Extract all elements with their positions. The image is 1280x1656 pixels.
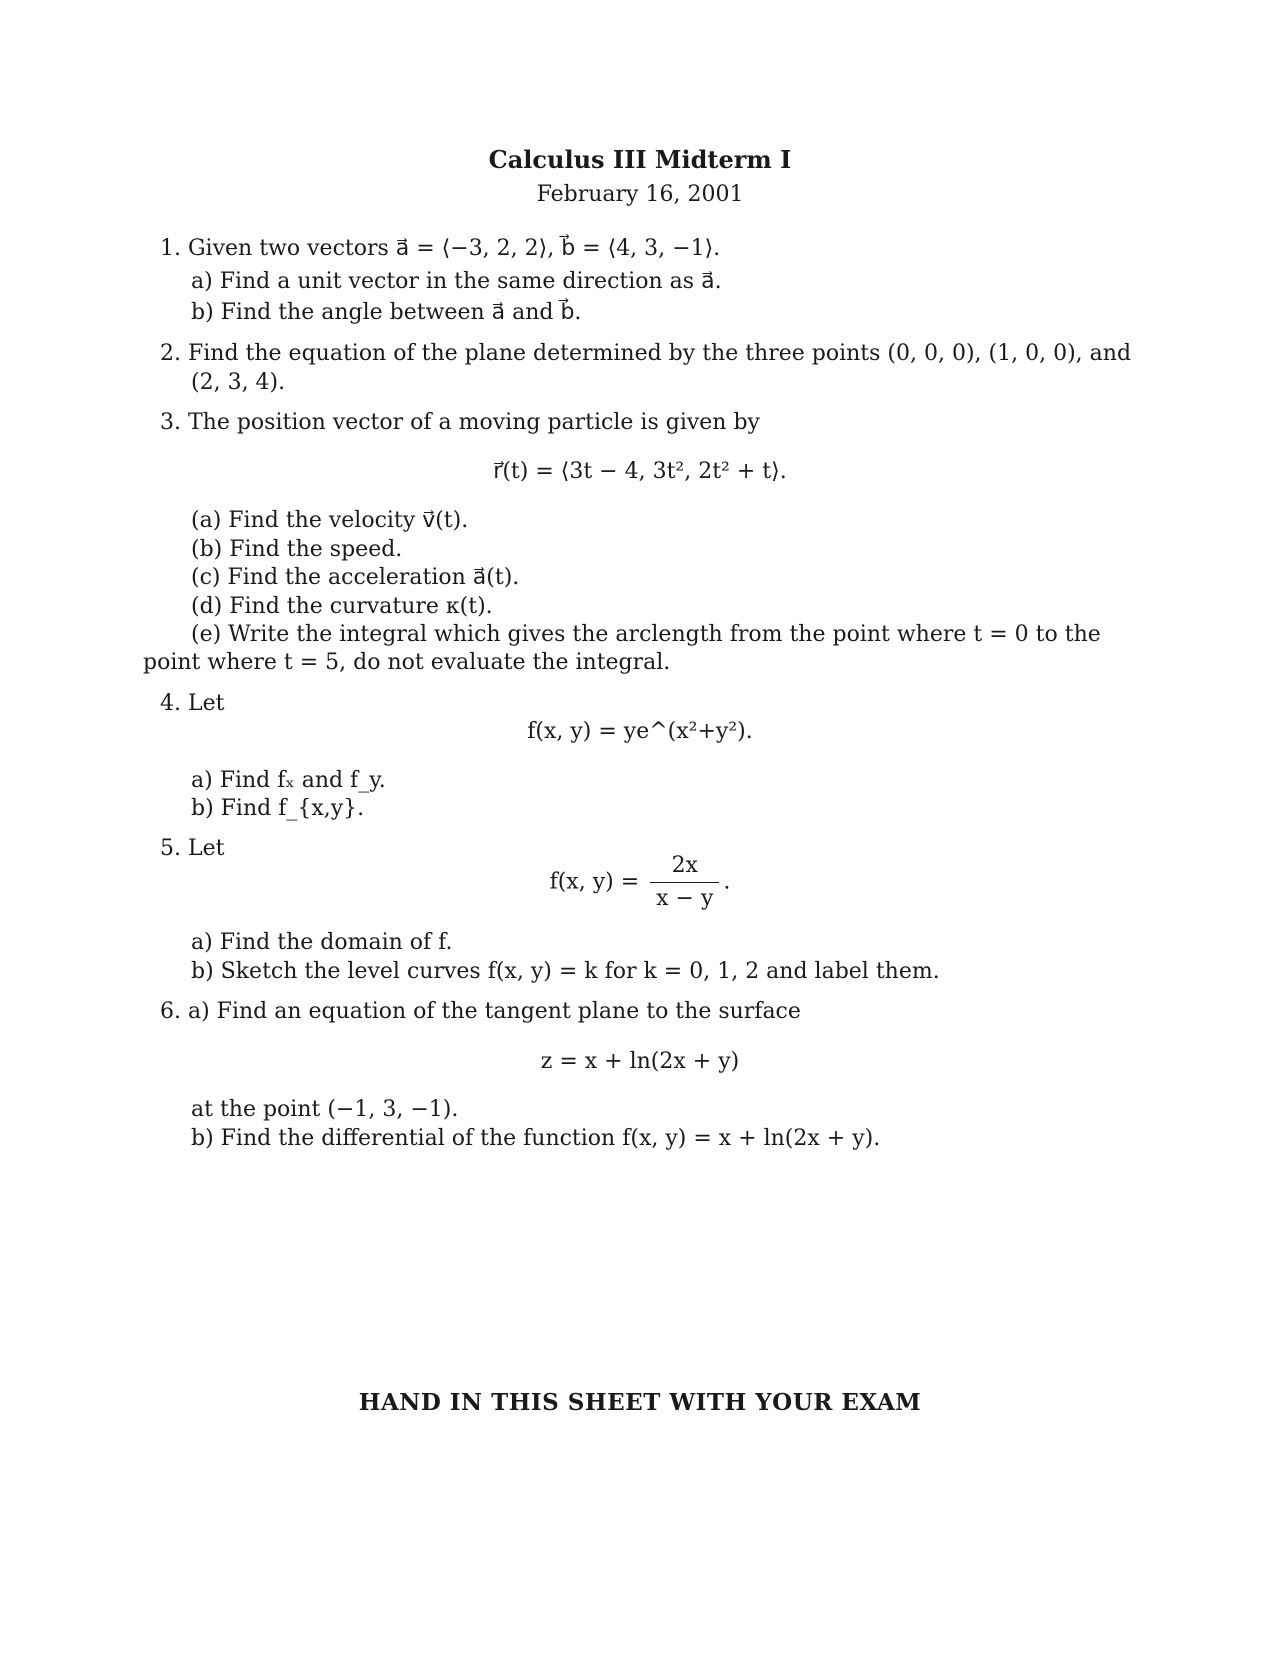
q2-line2: (2, 3, 4).	[191, 370, 286, 395]
q6-part-a: 6. a) Find an equation of the tangent plane to the surface	[160, 999, 801, 1024]
q3-position-equation: r⃗(t) = ⟨3t − 4, 3t², 2t² + t⟩.	[493, 459, 787, 484]
q5-equation-lhs: f(x, y) =	[549, 869, 640, 895]
exam-date: February 16, 2001	[536, 182, 744, 207]
q2-line1: 2. Find the equation of the plane determined by the three points (0, 0, 0), (1, 0, 0), and	[160, 341, 1132, 366]
q1-intro: 1. Given two vectors a⃗ = ⟨−3, 2, 2⟩, b⃗ = ⟨4, 3, −1⟩.	[160, 236, 721, 261]
q5-fraction	[650, 853, 719, 912]
q4-function-equation: f(x, y) = ye^(x²+y²).	[527, 719, 753, 744]
q3-part-e-line2: point where t = 5, do not evaluate the integral.	[143, 650, 671, 675]
q3-part-c: (c) Find the acceleration a⃗(t).	[191, 565, 520, 590]
q5-intro: 5. Let	[160, 836, 225, 861]
q3-part-d: (d) Find the curvature κ(t).	[191, 594, 493, 619]
q5-numerator: 2x	[650, 853, 719, 883]
hand-in-notice: HAND IN THIS SHEET WITH YOUR EXAM	[358, 1389, 922, 1416]
q4-part-a: a) Find fₓ and f_y.	[191, 768, 386, 793]
q5-function-equation	[0, 853, 1280, 912]
q5-part-b: b) Sketch the level curves f(x, y) = k for k = 0, 1, 2 and label them.	[191, 959, 940, 984]
q3-part-a: (a) Find the velocity v⃗(t).	[191, 508, 469, 533]
q3-intro: 3. The position vector of a moving particle is given by	[160, 410, 760, 435]
q5-period: .	[723, 869, 731, 895]
q6-surface-equation: z = x + ln(2x + y)	[540, 1049, 740, 1074]
q6-point: at the point (−1, 3, −1).	[191, 1097, 459, 1122]
q1-part-a: a) Find a unit vector in the same direction as a⃗.	[191, 269, 722, 294]
q6-part-b: b) Find the differential of the function f(x, y) = x + ln(2x + y).	[191, 1126, 881, 1151]
q3-part-e-line1: (e) Write the integral which gives the arclength from the point where t = 0 to the	[191, 622, 1101, 647]
q5-part-a: a) Find the domain of f.	[191, 930, 453, 955]
q4-part-b: b) Find f_{x,y}.	[191, 796, 365, 821]
q1-part-b: b) Find the angle between a⃗ and b⃗.	[191, 300, 582, 325]
q4-intro: 4. Let	[160, 691, 225, 716]
exam-title: Calculus III Midterm I	[488, 145, 792, 174]
q5-denominator: x − y	[656, 886, 714, 911]
q3-part-b: (b) Find the speed.	[191, 537, 403, 562]
